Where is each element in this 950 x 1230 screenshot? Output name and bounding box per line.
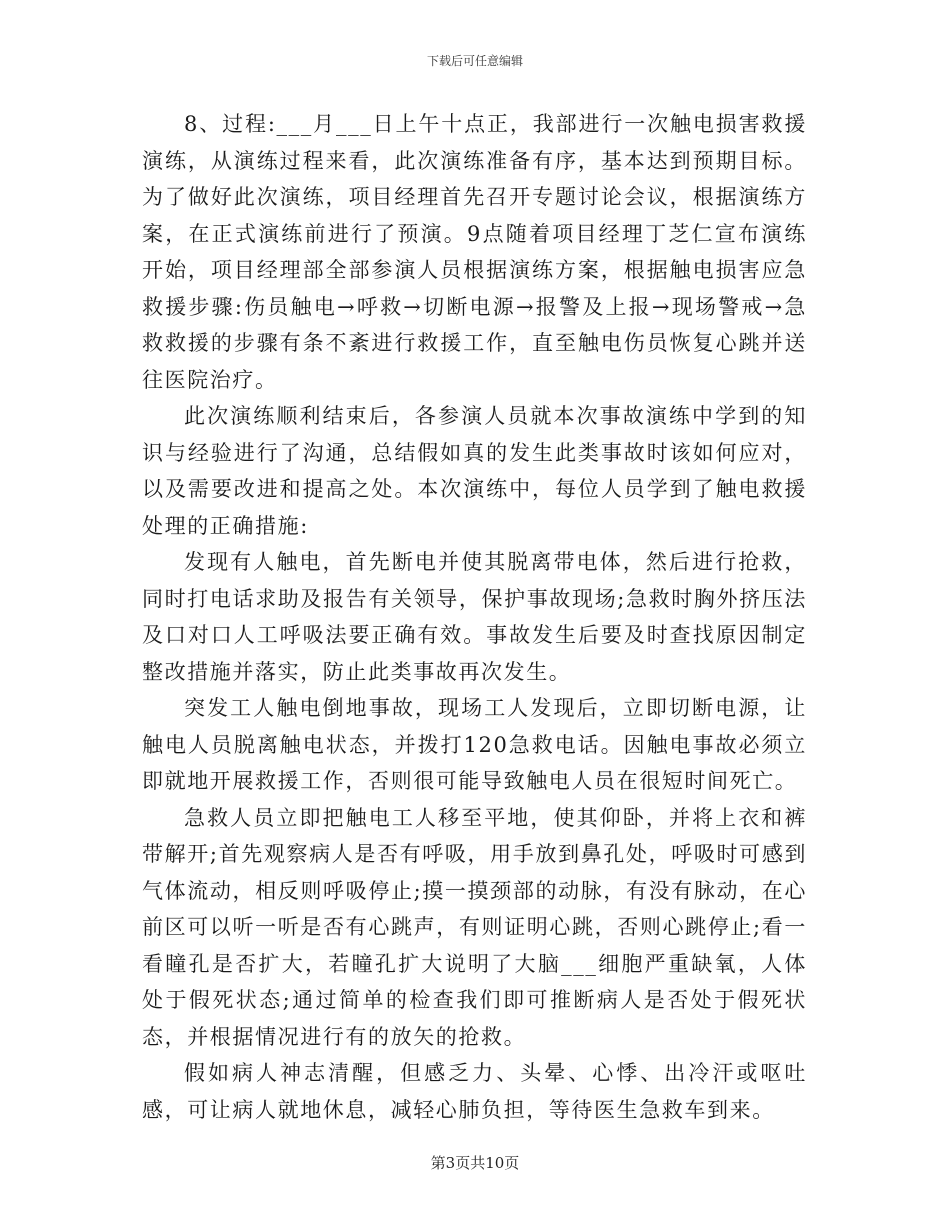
paragraph-sudden-accident: 突发工人触电倒地事故，现场工人发现后，立即切断电源，让触电人员脱离触电状态，并拨打120急救电话。因触电事故必须立即就地开展救援工作，否则很可能导致触电人员在很短时间死亡。 [142, 696, 807, 793]
paragraph-first-aid-check: 急救人员立即把触电工人移至平地，使其仰卧，并将上衣和裤带解开;首先观察病人是否有呼吸，用手放到鼻孔处，呼吸时可感到气体流动，相反则呼吸停止;摸一摸颈部的动脉，有没有脉动，在心前区可以听一听是否有心跳声，有则证明心跳，否则心跳停止;看一看瞳孔是否扩大，若瞳孔扩大说明了大脑___细胞严重缺氧，人体处于假死状态;通过简单的检查我们即可推断病人是否处于假死状态，并根据情况进行有的放矢的抢救。 [142, 805, 807, 1049]
page-number: 第3页共10页 [430, 1154, 520, 1172]
paragraph-process: 8、过程:___月___日上午十点正，我部进行一次触电损害救援演练，从演练过程来看，此次演练准备有序，基本达到预期目标。为了做好此次演练，项目经理首先召开专题讨论会议，根据演练方案，在正式演练前进行了预演。9点随着项目经理丁芝仁宣布演练开始，项目经理部全部参演人员根据演练方案，根据触电损害应急救援步骤:伤员触电→呼救→切断电源→报警及上报→现场警戒→急救救援的步骤有条不紊进行救援工作，直至触电伤员恢复心跳并送往医院治疗。 [142, 112, 807, 392]
paragraph-correct-measures: 发现有人触电，首先断电并使其脱离带电体，然后进行抢救，同时打电话求助及报告有关领导，保护事故现场;急救时胸外挤压法及口对口人工呼吸法要正确有效。事故发生后要及时查找原因制定整改措施并落实，防止此类事故再次发生。 [142, 550, 807, 684]
document-body [142, 106, 807, 1128]
paragraph-conscious-patient: 假如病人神志清醒，但感乏力、头晕、心悸、出冷汗或呕吐感，可让病人就地休息，减轻心肺负担，等待医生急救车到来。 [142, 1061, 807, 1122]
page-header: 下载后可任意编辑 [426, 54, 523, 68]
paragraph-summary: 此次演练顺利结束后，各参演人员就本次事故演练中学到的知识与经验进行了沟通，总结假如真的发生此类事故时该如何应对，以及需要改进和提高之处。本次演练中，每位人员学到了触电救援处理的正确措施: [142, 404, 807, 538]
